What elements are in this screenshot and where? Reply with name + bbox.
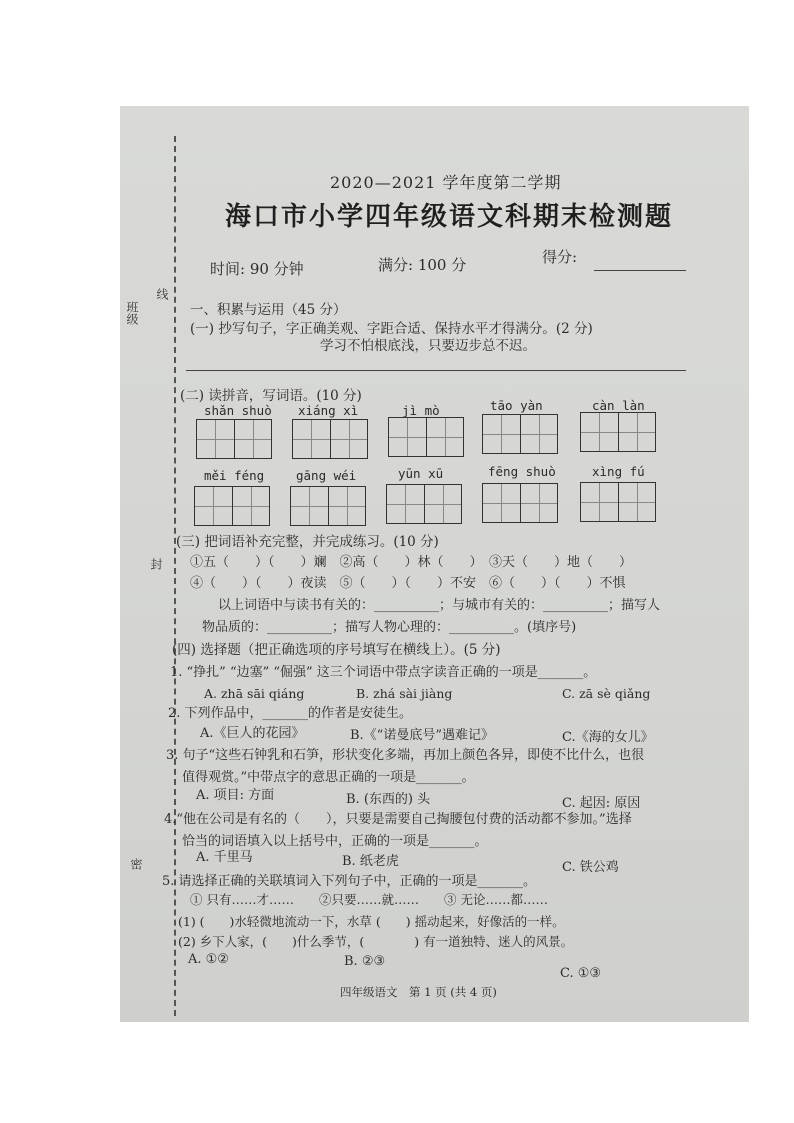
q4-option-b: B. 纸老虎 xyxy=(342,854,399,869)
pinyin-6: měi féng xyxy=(204,468,265,483)
pinyin-8: yūn xū xyxy=(398,466,444,481)
q4-option-c: C. 铁公鸡 xyxy=(562,860,619,875)
pinyin-7: gāng wéi xyxy=(296,468,357,483)
q2-option-c: C.《海的女儿》 xyxy=(562,730,654,745)
q5-sentence-1: (1) ( )水轻微地流动一下，水草 ( ) 摇动起来，好像活的一样。 xyxy=(178,914,565,929)
side-label-class: 班级 xyxy=(125,301,139,325)
q1-option-a: A. zhā sāi qiáng xyxy=(204,686,305,701)
q2-text: 2. 下列作品中，_______的作者是安徒生。 xyxy=(168,706,413,721)
pinyin-2: xiáng xì xyxy=(298,403,359,418)
write-grid-2[interactable] xyxy=(292,419,368,459)
q2-option-b: B.《“诺曼底号”遇难记》 xyxy=(350,728,494,743)
side-label-feng: 封 xyxy=(149,558,163,570)
write-grid-5[interactable] xyxy=(580,412,656,452)
score-blank-line xyxy=(594,270,686,271)
q5-sentence-2: (2) 乡下人家，( )什么季节，( ) 有一道独特、迷人的风景。 xyxy=(178,934,574,949)
write-grid-7[interactable] xyxy=(290,486,366,526)
pinyin-4: tāo yàn xyxy=(490,398,543,413)
side-label-mi: 密 xyxy=(129,858,143,870)
q4-text-1: 4.“他在公司是有名的（ ），只要是需要自己掏腰包付费的活动都不参加。”选择 xyxy=(164,812,632,827)
page-footer: 四年级语文 第 1 页 (共 4 页) xyxy=(340,985,497,999)
section-1-heading: 一、积累与运用（45 分） xyxy=(190,302,347,318)
pinyin-5: càn làn xyxy=(592,398,645,413)
q5-option-b: B. ②③ xyxy=(344,954,386,969)
copy-sentence: 学习不怕根底浅，只要迈步总不迟。 xyxy=(320,338,536,354)
q1-option-b: B. zhá sài jiàng xyxy=(356,686,453,701)
exam-title: 海口市小学四年级语文科期末检测题 xyxy=(225,202,674,232)
pinyin-3: jì mò xyxy=(402,403,440,418)
side-label-xian: 线 xyxy=(155,288,169,300)
q3-option-c: C. 起因: 原因 xyxy=(562,796,641,811)
q3-text-1: 3. 句子“这些石钟乳和石笋，形状变化多端，再加上颜色各异，即使不比什么，也很 xyxy=(166,748,645,763)
q4-option-a: A. 千里马 xyxy=(196,850,253,865)
q1-option-c: C. zā sè qiǎng xyxy=(562,686,651,701)
part-3-instruction: (三) 把词语补充完整，并完成练习。(10 分) xyxy=(176,534,439,550)
q3-text-2: 值得观赏。”中带点字的意思正确的一项是_______。 xyxy=(182,770,475,785)
exam-time: 时间: 90 分钟 xyxy=(210,260,304,278)
exam-paper-photo xyxy=(120,106,749,1022)
fill-row-3: 以上词语中与读书有关的：__________；与城市有关的：__________；描写人 xyxy=(218,598,661,613)
q5-text: 5. 请选择正确的关联填词入下列句子中，正确的一项是_______。 xyxy=(162,874,537,889)
copy-answer-line xyxy=(186,370,686,371)
q5-option-c: C. ①③ xyxy=(560,966,602,981)
write-grid-3[interactable] xyxy=(388,417,464,457)
write-grid-1[interactable] xyxy=(196,419,272,459)
pinyin-9: fēng shuò xyxy=(488,464,556,479)
exam-score-label: 得分: xyxy=(542,248,578,266)
q1-text: 1. “挣扎” “边塞” “倔强” 这三个词语中带点字读音正确的一项是_______。 xyxy=(170,665,597,680)
q4-text-2: 恰当的词语填入以上括号中，正确的一项是_______。 xyxy=(182,834,488,849)
write-grid-4[interactable] xyxy=(482,414,558,454)
write-grid-6[interactable] xyxy=(194,486,270,526)
fill-row-1: ①五（ ）（ ）斓 ②高（ ）林（ ） ③天（ ）地（ ） xyxy=(190,555,633,570)
exam-full-score: 满分: 100 分 xyxy=(378,256,467,274)
part-4-instruction: (四) 选择题（把正确选项的序号填写在横线上）。(5 分) xyxy=(172,642,501,658)
pinyin-10: xìng fú xyxy=(592,464,645,479)
q5-conjunction-options: ① 只有……才…… ②只要……就…… ③ 无论……都…… xyxy=(190,892,548,907)
q5-option-a: A. ①② xyxy=(188,952,229,967)
school-year: 2020—2021 学年度第二学期 xyxy=(330,173,562,192)
part-1-instruction: (一) 抄写句子，字正确美观、字距合适、保持水平才得满分。(2 分) xyxy=(190,321,593,337)
pinyin-1: shǎn shuò xyxy=(204,403,272,418)
write-grid-10[interactable] xyxy=(580,482,656,522)
q3-option-b: B. (东西的) 头 xyxy=(346,792,431,807)
part-2-instruction: (二) 读拼音，写词语。(10 分) xyxy=(180,388,362,404)
q3-option-a: A. 项目: 方面 xyxy=(196,788,275,803)
fill-row-4: 物品质的：__________；描写人物心理的：__________。(填序号) xyxy=(202,620,577,635)
fill-row-2: ④（ ）（ ）夜读 ⑤（ ）（ ）不安 ⑥（ ）（ ）不惧 xyxy=(190,576,626,591)
write-grid-8[interactable] xyxy=(386,484,462,524)
write-grid-9[interactable] xyxy=(482,483,558,523)
q2-option-a: A.《巨人的花园》 xyxy=(200,726,305,741)
